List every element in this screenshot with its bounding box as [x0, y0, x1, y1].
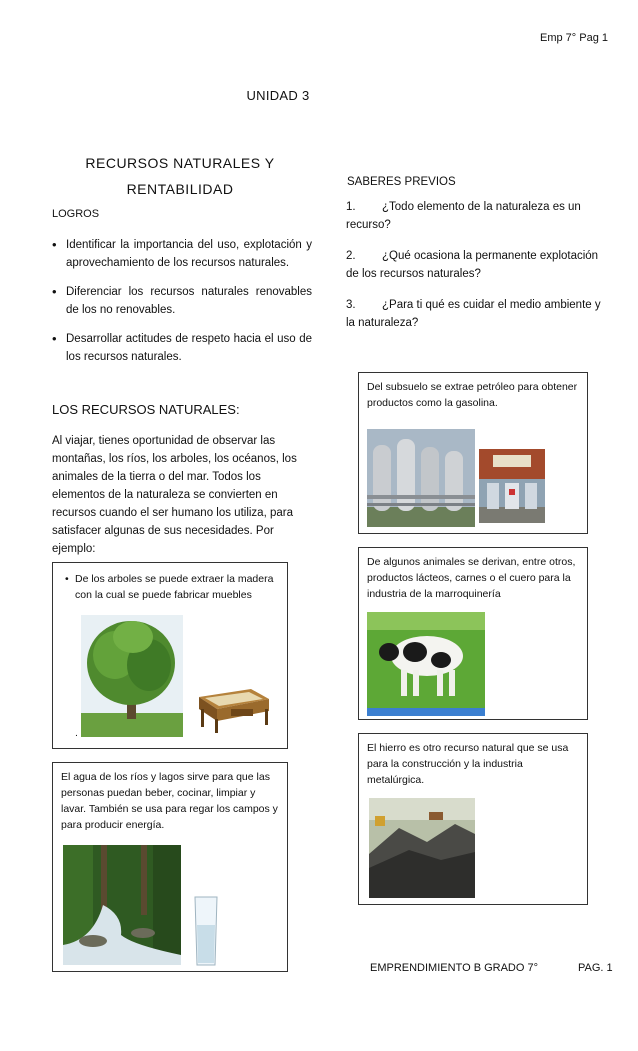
question-item	[346, 198, 606, 234]
recursos-title: LOS RECURSOS NATURALES:	[52, 402, 240, 417]
logro-item: • Identificar la importancia del uso, explotación y aprovechamiento de los recursos naturales.	[52, 236, 312, 272]
logros-label: LOGROS	[52, 208, 100, 220]
question-text: ¿Todo elemento de la naturaleza es un recurso?	[346, 201, 581, 231]
box-petroleo	[358, 372, 588, 534]
box-agua-text: El agua de los ríos y lagos sirve para que las personas puedan beber, cocinar, limpiar y lavar. También se usa para regar los campos y para producir energía.	[61, 771, 278, 831]
cow-image	[367, 612, 485, 716]
water-glass-image	[193, 895, 219, 967]
question-item	[346, 247, 606, 283]
box-arboles-dot: .	[75, 727, 78, 739]
question-number: 2.	[346, 250, 356, 262]
main-title	[60, 150, 300, 202]
logro-item: • Desarrollar actitudes de respeto hacia el uso de los recursos naturales.	[52, 330, 312, 366]
gas-station-image	[479, 449, 545, 523]
question-text: ¿Qué ocasiona la permanente explotación de los recursos naturales?	[346, 250, 599, 280]
footer-subject: EMPRENDIMIENTO B GRADO 7°	[370, 962, 538, 974]
unit-heading: UNIDAD 3	[246, 88, 310, 103]
saberes-label: SABERES PREVIOS	[347, 176, 456, 188]
recursos-paragraph: Al viajar, tienes oportunidad de observar las montañas, los ríos, los arboles, los océanos, los animales de la tierra o del mar. Todos los elementos de la naturaleza se convierten en recursos cuando el ser humano los utiliza, para satisfacer algunas de sus necesidades. Por ejemplo:	[52, 435, 297, 555]
furniture-image	[191, 681, 273, 735]
tree-image	[81, 615, 183, 737]
box-petroleo-text: Del subsuelo se extrae petróleo para obtener productos como la gasolina.	[367, 381, 578, 409]
saberes-questions	[346, 198, 606, 345]
box-hierro-text: El hierro es otro recurso natural que se usa para la construcción y la industria metalúrgica.	[367, 742, 569, 786]
river-image	[63, 845, 181, 965]
question-text: ¿Para ti qué es cuidar el medio ambiente y la naturaleza?	[346, 299, 601, 329]
box-arboles-caption: De los arboles se puede extraer la madera con la cual se puede fabricar muebles	[75, 573, 274, 601]
box-agua	[52, 762, 288, 972]
box-arboles-text	[65, 571, 287, 603]
page-reference: Emp 7° Pag 1	[540, 32, 608, 44]
main-title-line2: RENTABILIDAD	[126, 181, 234, 197]
question-item	[346, 296, 606, 332]
refinery-image	[367, 429, 475, 527]
footer-page: PAG. 1	[578, 962, 613, 974]
iron-mine-image	[369, 798, 475, 898]
box-animales	[358, 547, 588, 720]
question-number: 3.	[346, 299, 356, 311]
main-title-line1: RECURSOS NATURALES Y	[85, 155, 275, 171]
logro-item: • Diferenciar los recursos naturales renovables de los no renovables.	[52, 283, 312, 319]
box-arboles	[52, 562, 288, 749]
logros-list	[52, 236, 312, 377]
box-animales-text: De algunos animales se derivan, entre otros, productos lácteos, carnes o el cuero para la industria de la marroquinería	[367, 556, 576, 600]
question-number: 1.	[346, 201, 356, 213]
bullet-glyph: •	[65, 573, 69, 585]
box-hierro	[358, 733, 588, 905]
